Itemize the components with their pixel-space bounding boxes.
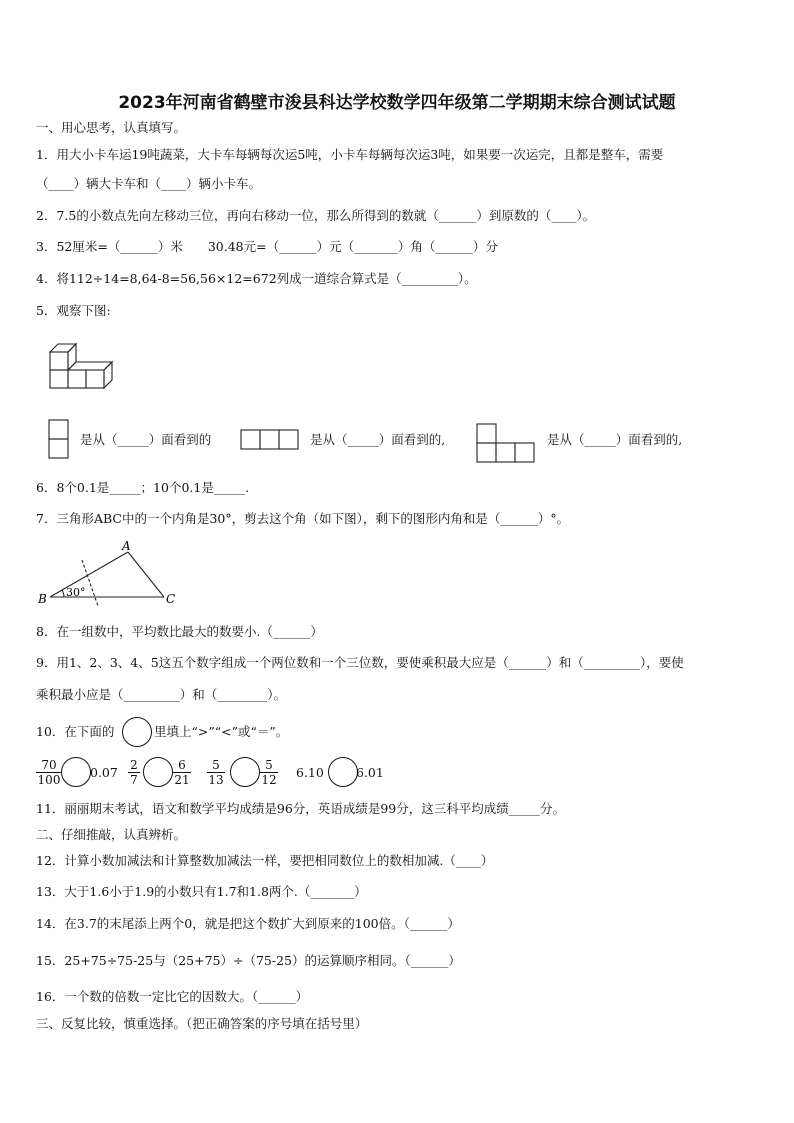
question-7: 7．三角形ABC中的一个内角是30°，剪去这个角（如下图），剩下的图形内角和是（______）°。 xyxy=(36,511,570,526)
page-title: 2023年河南省鹤壁市浚县科达学校数学四年级第二学期期末综合测试试题 xyxy=(118,93,676,113)
question-14: 14．在3.7的末尾添上两个0，就是把这个数扩大到原来的100倍。（______） xyxy=(36,916,460,931)
question-15: 15．25+75÷75-25与（25+75）÷（75-25）的运算顺序相同。（______） xyxy=(36,953,461,968)
example-circle xyxy=(122,717,152,747)
section-2-heading: 二、仔细推敲，认真辨析。 xyxy=(36,827,187,842)
vertex-label-a: A xyxy=(122,539,131,553)
triangle-figure xyxy=(36,540,186,610)
question-3: 3．52厘米=（______）米 30.48元=（______）元（_______）角（______）分 xyxy=(36,239,498,254)
question-11: 11．丽丽期末考试，语文和数学平均成绩是96分，英语成绩是99分，这三科平均成绩_____分。 xyxy=(36,801,565,816)
view-shape-l xyxy=(476,423,538,465)
angle-label: 30° xyxy=(66,586,86,599)
compare-circle-3[interactable] xyxy=(230,757,260,787)
question-13: 13．大于1.6小于1.9的小数只有1.7和1.8两个.（_______） xyxy=(36,884,367,899)
fraction-70-100: $\frac{70}{100}$ xyxy=(37,758,61,787)
question-9-line-1: 9．用1、2、3、4、5这五个数字组成一个两位数和一个三位数，要使乘积最大应是（______）和（_________），要使 xyxy=(36,655,684,670)
question-10-suffix: 里填上“>”“<”或“＝”。 xyxy=(154,724,289,739)
section-1-heading: 一、用心思考，认真填写。 xyxy=(36,120,187,135)
fraction-5-13: $\frac{5}{13}$ xyxy=(208,758,224,787)
value-6-01: 6.01 xyxy=(356,765,384,780)
question-5-view-1-text: 是从（_____）面看到的 xyxy=(80,432,212,447)
fraction-5-12: $\frac{5}{12}$ xyxy=(261,758,277,787)
question-4: 4．将112÷14=8,64-8=56,56×12=672列成一道综合算式是（_________）。 xyxy=(36,271,477,286)
question-6: 6．8个0.1是_____；10个0.1是_____. xyxy=(36,480,250,495)
view-shape-horizontal xyxy=(240,429,302,451)
fraction-2-7: $\frac{2}{7}$ xyxy=(128,758,140,787)
vertex-label-c: C xyxy=(166,592,176,606)
value-0-07: 0.07 xyxy=(90,765,118,780)
question-1-line-2: （____）辆大卡车和（____）辆小卡车。 xyxy=(36,176,262,191)
question-2: 2．7.5的小数点先向左移动三位，再向右移动一位，那么所得到的数就（______）到原数的（____）。 xyxy=(36,208,596,223)
question-5: 5．观察下图: xyxy=(36,303,111,318)
compare-circle-1[interactable] xyxy=(61,757,91,787)
cube-stack-figure xyxy=(46,338,126,390)
question-5-view-2-text: 是从（_____）面看到的, xyxy=(310,432,446,447)
compare-circle-4[interactable] xyxy=(328,757,358,787)
section-3-heading: 三、反复比较，慎重选择。（把正确答案的序号填在括号里） xyxy=(36,1016,368,1031)
compare-circle-2[interactable] xyxy=(143,757,173,787)
vertex-label-b: B xyxy=(38,592,47,606)
question-12: 12．计算小数加减法和计算整数加减法一样，要把相同数位上的数相加减.（____） xyxy=(36,853,494,868)
view-shape-vertical xyxy=(48,419,70,461)
question-16: 16．一个数的倍数一定比它的因数大。（______） xyxy=(36,989,309,1004)
value-6-10: 6.10 xyxy=(296,765,324,780)
question-10-prefix: 10．在下面的 xyxy=(36,724,115,739)
question-1-line-1: 1．用大小卡车运19吨蔬菜，大卡车每辆每次运5吨，小卡车每辆每次运3吨，如果要一次运完，且都是整车，需要 xyxy=(36,147,664,162)
question-5-view-3-text: 是从（_____）面看到的, xyxy=(547,432,683,447)
question-9-line-2: 乘积最小应是（_________）和（________）。 xyxy=(36,687,287,702)
fraction-6-21: $\frac{6}{21}$ xyxy=(174,758,190,787)
question-8: 8．在一组数中，平均数比最大的数要小.（______） xyxy=(36,624,323,639)
